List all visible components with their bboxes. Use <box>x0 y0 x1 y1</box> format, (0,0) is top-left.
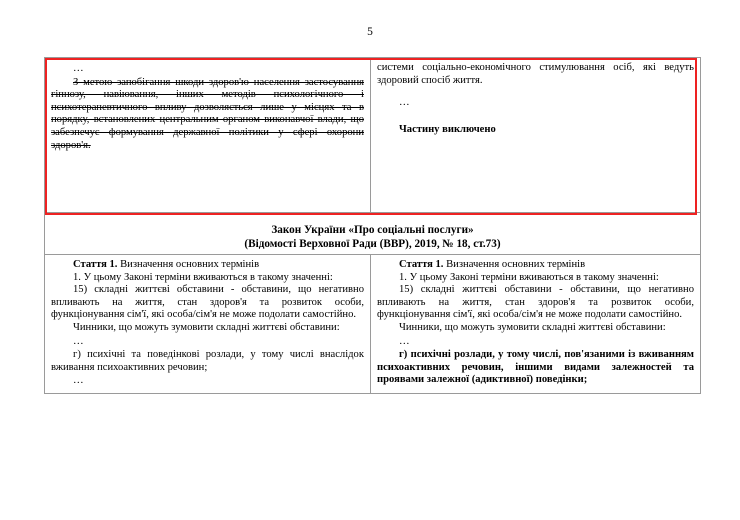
article-paragraph-4: г) психічні та поведінкові розлади, у тому числі внаслідок вживання психоактивних речовин; <box>51 349 364 373</box>
article-label: Стаття 1. <box>73 259 118 270</box>
law-title-cell <box>45 213 701 255</box>
article-title: Визначення основних термінів <box>117 259 260 270</box>
article-heading <box>377 259 694 272</box>
ellipsis-marker: … <box>73 63 85 74</box>
article-paragraph-4-amended: г) психічні розлади, у тому числі, пов'язаними із вживанням психоактивних речовин, іншими видами залежностей та проявами залежної (адиктивної) поведінки; <box>377 349 694 386</box>
spacer <box>377 87 694 96</box>
law-title-line1: Закон України «Про соціальні послуги» <box>271 224 474 236</box>
comparison-table <box>44 57 701 394</box>
row1-left-cell <box>45 58 371 213</box>
ellipsis-marker: … <box>399 335 411 347</box>
article-paragraph-1: 1. У цьому Законі терміни вживаються в такому значенні: <box>73 271 333 283</box>
row3-left-cell <box>45 255 371 394</box>
article-paragraph-3: Чинники, що можуть зумовити складні життєві обставини: <box>399 321 666 333</box>
article-paragraph-2: 15) складні життєві обставини - обставини, що негативно впливають на життя, стан здоров'я та розвиток особи, функціонування сім'ї, які особа/сім'я не може подолати самостійно. <box>377 284 694 321</box>
excluded-note: Частину виключено <box>399 123 496 135</box>
row1-right-cell <box>371 58 701 213</box>
table-row <box>45 58 701 213</box>
struck-paragraph: З метою запобігання шкоди здоров'ю населення застосування гіпнозу, навіювання, інших методів психологічного і психотерапевтичного впливу дозволяється лише у місцях та в порядку, встановлених центральним органом виконавчої влади, що забезпечує формування державної політики у сфері охорони здоров'я. <box>51 76 364 151</box>
ellipsis-marker: … <box>73 335 85 347</box>
page-number: 5 <box>367 26 373 38</box>
right-paragraph: системи соціально-економічного стимулювання осіб, які ведуть здоровий спосіб життя. <box>377 62 694 86</box>
row3-right-cell <box>371 255 701 394</box>
spacer <box>377 111 694 124</box>
article-paragraph-2: 15) складні життєві обставини - обставини, що негативно впливають на життя, стан здоров'я та розвиток особи, функціонування сім'ї, які особа/сім'я не може подолати самостійно. <box>51 284 364 321</box>
ellipsis-marker: … <box>73 375 85 387</box>
table-row <box>45 213 701 255</box>
law-title-line2: (Відомості Верховної Ради (ВВР), 2019, № 18, ст.73) <box>244 238 501 250</box>
article-label: Стаття 1. <box>399 259 444 270</box>
article-paragraph-3: Чинники, що можуть зумовити складні життєві обставини: <box>73 321 340 333</box>
article-title: Визначення основних термінів <box>443 259 586 270</box>
ellipsis-marker: … <box>399 97 411 109</box>
article-heading <box>51 259 364 272</box>
article-paragraph-1: 1. У цьому Законі терміни вживаються в такому значенні: <box>399 271 659 283</box>
table-row <box>45 255 701 394</box>
